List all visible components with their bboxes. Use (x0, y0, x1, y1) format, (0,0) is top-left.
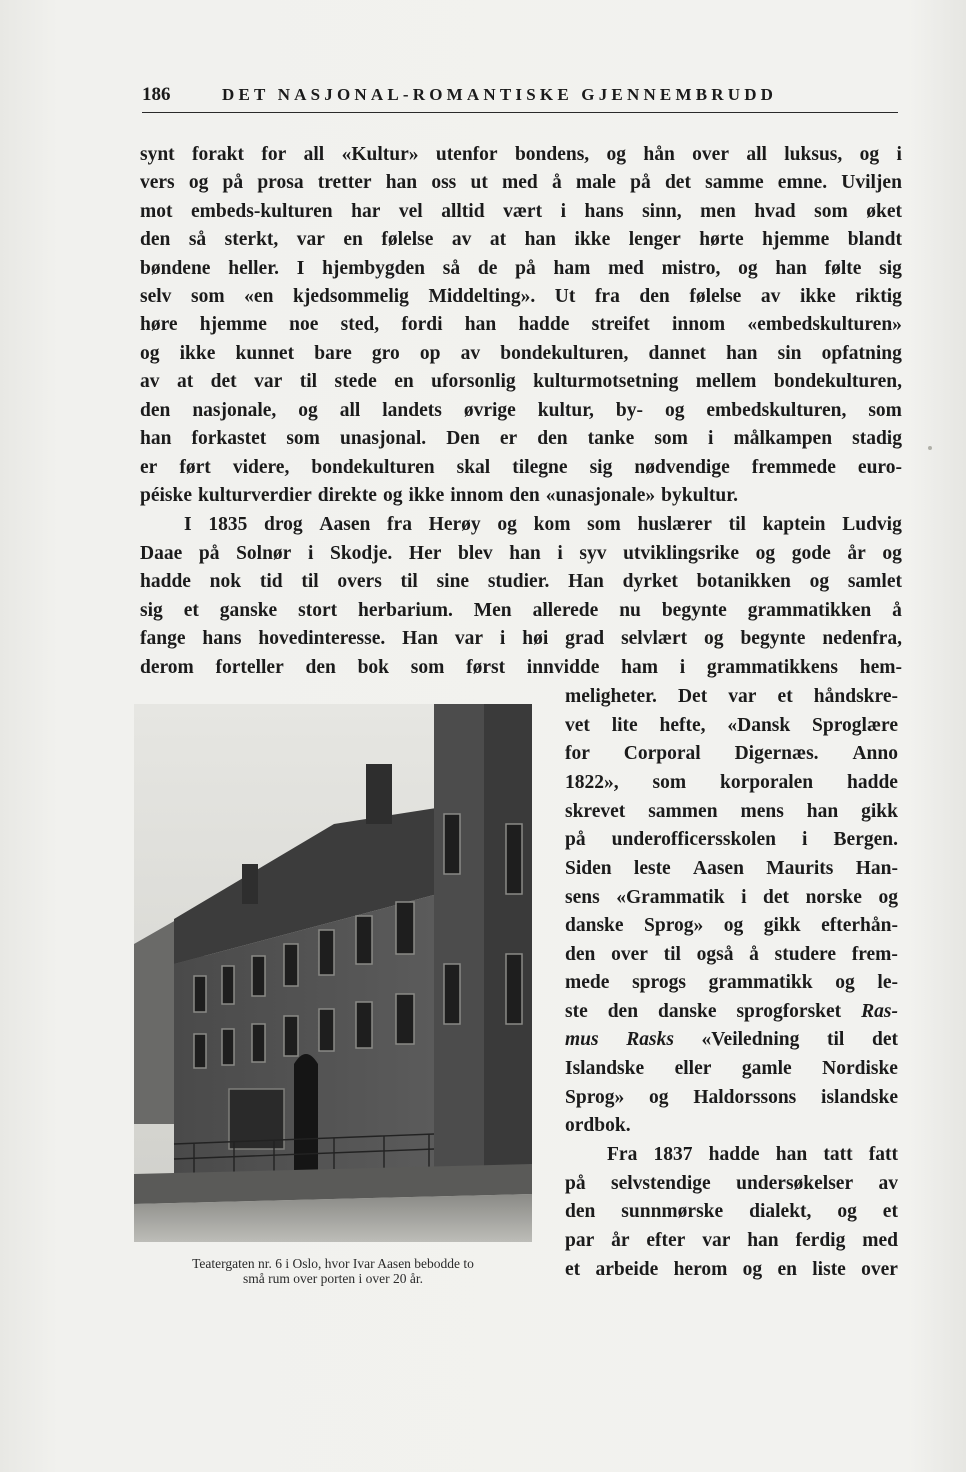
text-line: skrevet sammen mens han gikk (565, 801, 898, 822)
text-line: ste den danske sprogforsket Ras- (565, 1001, 898, 1022)
text-line: Islandske eller gamle Nordiske (565, 1058, 898, 1079)
text-line: par år efter var han ferdig med (565, 1230, 898, 1251)
text-line: synt forakt for all «Kultur» utenfor bondens, og hån over all luksus, og i (140, 144, 902, 165)
text-line: på underofficersskolen i Bergen. (565, 829, 898, 850)
text-line: mede sprogs grammatikk og le- (565, 972, 898, 993)
text-line: vet lite hefte, «Dansk Sproglære (565, 715, 898, 736)
text-line: og ikke kunnet bare gro op av bondekulturen, dannet han sin opfatning (140, 343, 902, 364)
teatergaten-building-illustration (134, 704, 532, 1242)
text-line: danske Sprog» og gikk efterhån- (565, 915, 898, 936)
margin-speck (928, 446, 932, 450)
text-line: Siden leste Aasen Maurits Han- (565, 858, 898, 879)
text-line: for Corporal Digernæs. Anno (565, 743, 898, 764)
text-line: sig et ganske stort herbarium. Men allerede nu begynte grammatikken å (140, 600, 902, 621)
page-number: 186 (142, 84, 171, 105)
text-line: den over til også å studere frem- (565, 944, 898, 965)
text-line: I 1835 drog Aasen fra Herøy og kom som huslærer til kaptein Ludvig (184, 514, 902, 535)
text-line: på selvstendige undersøkelser av (565, 1173, 898, 1194)
text-line: fange hans hovedinteresse. Han var i høi grad selvlært og begynte nedenfra, (140, 628, 902, 649)
text-line: Fra 1837 hadde han tatt fatt (607, 1144, 898, 1165)
text-line: er ført videre, bondekulturen skal tilegne sig nødvendige fremmede euro- (140, 457, 902, 478)
figure-caption (132, 1256, 534, 1286)
text-line: den nasjonale, og all landets øvrige kultur, by- og embedskulturen, som (140, 400, 902, 421)
text-line: den så sterkt, var en følelse av at han ikke lenger hørte hjemme blandt (140, 229, 902, 250)
text-line: et arbeide herom og en liste over (565, 1259, 898, 1280)
text-line: selv som «en kjedsommelig Middelting». Ut fra den følelse av ikke riktig (140, 286, 902, 307)
text-line: meligheter. Det var et håndskre- (565, 686, 898, 707)
text-line: ordbok. (565, 1115, 631, 1136)
text-line: bøndene heller. I hjembygden så de på ham med mistro, og han følte sig (140, 258, 902, 279)
caption-line: Teatergaten nr. 6 i Oslo, hvor Ivar Aasen bebodde to (192, 1256, 474, 1271)
text-line: av at det var til stede en uforsonlig kulturmotsetning mellem bondekulturen, (140, 371, 902, 392)
text-line: hadde nok tid til overs til sine studier. Han dyrket botanikken og samlet (140, 571, 902, 592)
running-head: DET NASJONAL-ROMANTISKE GJENNEMBRUDD (222, 85, 778, 104)
text-line: derom forteller den bok som først innvidde ham i grammatikkens hem- (140, 657, 902, 678)
page-header (142, 84, 898, 113)
text-line: han forkastet som unasjonal. Den er den tanke som i målkampen stadig (140, 428, 902, 449)
caption-line: små rum over porten i over 20 år. (243, 1271, 423, 1286)
building-photo (134, 704, 532, 1242)
text-line: mus Rasks «Veiledning til det (565, 1029, 898, 1050)
text-line: sens «Grammatik i det norske og (565, 887, 898, 908)
text-line: vers og på prosa tretter han oss ut med å male på det samme emne. Uviljen (140, 172, 902, 193)
text-line: mot embeds-kulturen har vel alltid vært i hans sinn, men hvad som øket (140, 201, 902, 222)
text-line: Daae på Solnør i Skodje. Her blev han i syv utviklingsrike og gode år og (140, 543, 902, 564)
text-line: 1822», som korporalen hadde (565, 772, 898, 793)
text-line: Sprog» og Haldorssons islandske (565, 1087, 898, 1108)
text-line: den sunnmørske dialekt, og et (565, 1201, 898, 1222)
text-line: péiske kulturverdier direkte og ikke innom den «unasjonale» bykultur. (140, 485, 738, 506)
text-line: høre hjemme noe sted, fordi han hadde streifet innom «embedskulturen» (140, 314, 902, 335)
italic-name-rasmus: Ras- (861, 1001, 898, 1022)
